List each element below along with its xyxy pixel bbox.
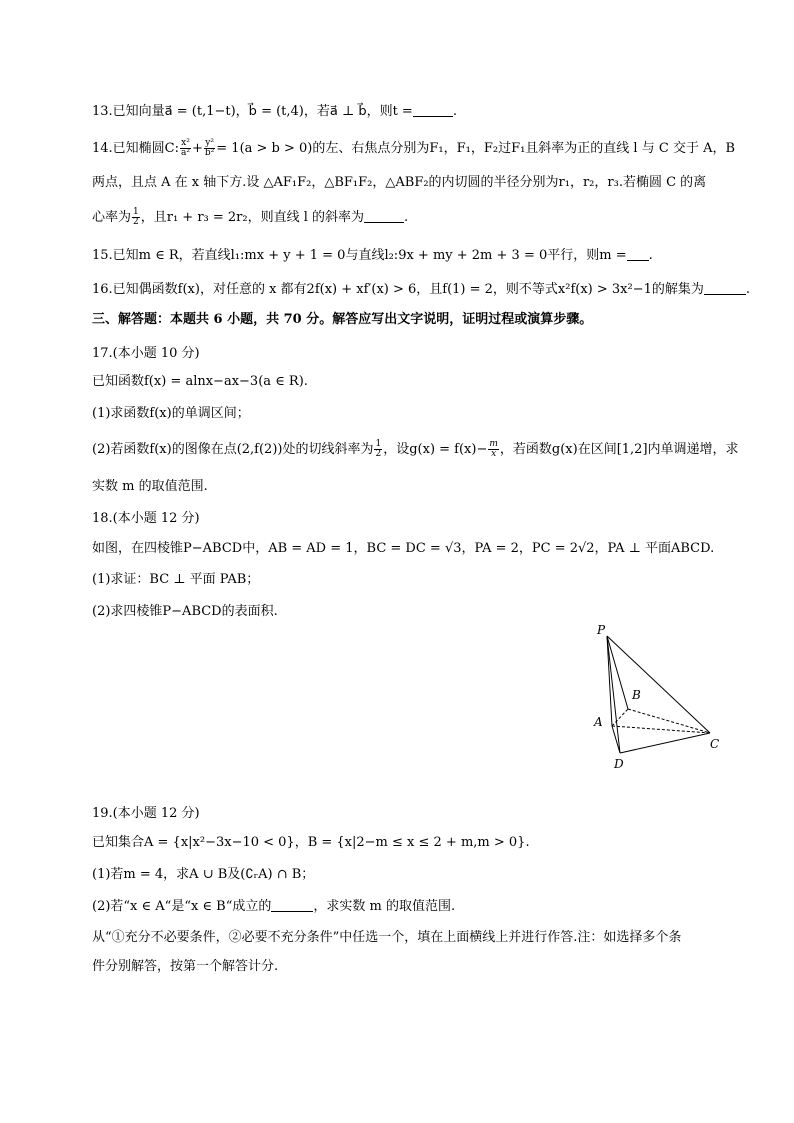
section-3-heading: 三、解答题：本题共 6 小题，共 70 分。解答应写出文字说明，证明过程或演算步骤。 [92, 312, 593, 327]
question-18-part-2: (2)求四棱锥P−ABCD的表面积. [92, 604, 278, 619]
question-14-line-3: 心率为 $\frac{1}{2}$ ，且r₁ + r₃ = 2r₂，则直线 l 的斜率为 . [92, 207, 409, 227]
fraction-one-half: $\frac{1}{2}$ [375, 439, 382, 459]
label-c: C [710, 737, 720, 751]
answer-blank[interactable] [364, 209, 404, 223]
edge-pc [607, 636, 710, 733]
pyramid-figure [585, 620, 730, 770]
fraction-m-over-x: $\frac{m}{x}$ [489, 439, 498, 459]
question-14-line-1: 14.已知椭圆C: $\frac{\text{x²}}{\text{a²}}$ + $\frac{\text{y²}}{\text{b²}}$ = 1(a > b > 0)的左、右焦点分别为F₁，F₁，F₂过F₁且斜率为正的直线 l 与 C 交于 A，B [92, 138, 736, 158]
question-17-part-2: (2)若函数f(x)的图像在点(2,f(2))处的切线斜率为 $\frac{1}{2}$ ，设g(x) = f(x)− $\frac{m}{x}$ ，若函数g(x)在区间[1,2]内单调递增，求 [92, 439, 739, 459]
question-18-heading: 18.(本小题 12 分) [92, 511, 200, 526]
fraction-x2-a2: $\frac{\text{x²}}{\text{a²}}$ [181, 138, 190, 158]
question-19-part-2: (2)若“x ∈ A“是“x ∈ B“成立的 ，求实数 m 的取值范围. [92, 899, 456, 914]
question-17-part-1: (1)求函数f(x)的单调区间； [92, 406, 250, 421]
question-18-part-1: (1)求证：BC ⊥ 平面 PAB； [92, 572, 260, 587]
question-17-stem: 已知函数f(x) = alnx−ax−3(a ∈ R). [92, 374, 308, 389]
question-19-stem: 已知集合A = {x|x²−3x−10 < 0}，B = {x|2−m ≤ x ≤ 2 + m,m > 0}. [92, 835, 530, 850]
fraction-y2-b2: $\frac{\text{y²}}{\text{b²}}$ [204, 138, 215, 158]
label-p: P [597, 623, 606, 637]
edge-pd-front [607, 636, 620, 753]
question-15: 15.已知m ∈ R，若直线l₁:mx + y + 1 = 0与直线l₂:9x + my + 2m + 3 = 0平行，则m = . [92, 248, 653, 263]
question-17-heading: 17.(本小题 10 分) [92, 346, 200, 361]
question-19-heading: 19.(本小题 12 分) [92, 806, 200, 821]
question-17-part-2-line-2: 实数 m 的取值范围. [92, 479, 208, 494]
label-a: A [594, 715, 603, 729]
question-19-part-1: (1)若m = 4，求A ∪ B及(∁ᵣA) ∩ B； [92, 867, 315, 882]
question-18-stem: 如图，在四棱锥P−ABCD中，AB = AD = 1，BC = DC = √3，PA = 2，PC = 2√2，PA ⊥ 平面ABCD. [92, 541, 715, 556]
question-19-note-line-1: 从“①充分不必要条件，②必要不充分条件”中任选一个，填在上面横线上并进行作答.注：如选择多个条 [92, 930, 682, 945]
question-16: 16.已知偶函数f(x)，对任意的 x 都有2f(x) + xf′(x) > 6，且f(1) = 2，则不等式x²f(x) > 3x²−1的解集为 . [92, 282, 751, 297]
edge-dc [620, 733, 710, 753]
diagonal-ac [612, 726, 710, 733]
fraction-one-half: $\frac{1}{2}$ [133, 207, 139, 227]
question-14-line-2: 两点，且点 A 在 x 轴下方.设 △AF₁F₂，△BF₁F₂，△ABF₂的内切圆的半径分别为r₁，r₂，r₃.若椭圆 C 的离 [92, 175, 707, 190]
question-13: 13.已知向量a⃗ = (t,1−t)，b⃗ = (t,4)，若a⃗ ⊥ b⃗，则t = . [92, 104, 457, 119]
answer-blank[interactable] [271, 898, 313, 912]
answer-blank[interactable] [413, 103, 453, 117]
label-b: B [632, 688, 641, 702]
answer-blank[interactable] [627, 247, 649, 261]
answer-blank[interactable] [704, 281, 746, 295]
question-19-note-line-2: 件分别解答，按第一个解答计分. [92, 959, 279, 974]
label-d: D [614, 757, 624, 770]
edge-ab [612, 709, 628, 726]
